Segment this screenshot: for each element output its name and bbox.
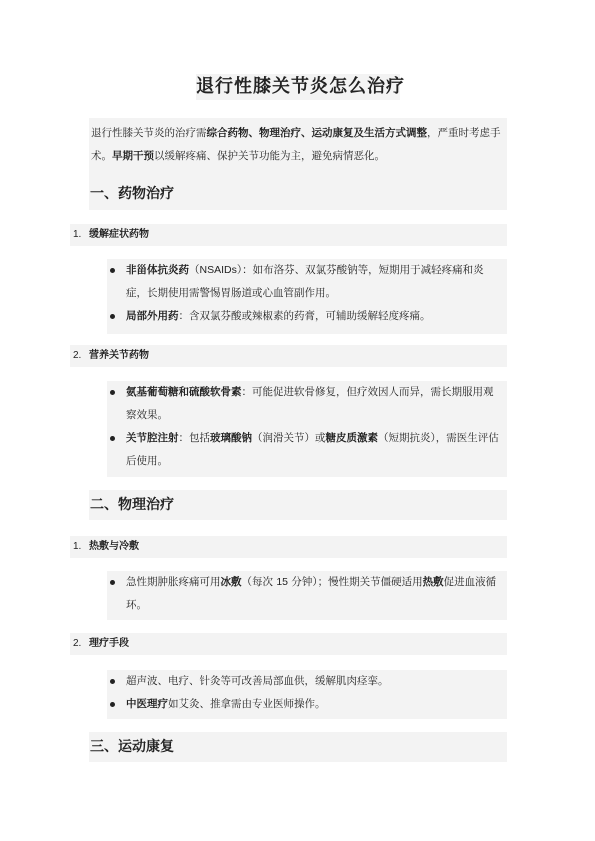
bullet-text: 如艾灸、推拿需由专业医师操作。	[168, 698, 326, 710]
bullet-dot	[110, 580, 115, 585]
bullet-bold: 中医理疗	[126, 698, 168, 710]
bullet-text: （每次	[241, 576, 277, 588]
bullet-text: ：含双氯芬酸或辣椒素的药膏，可辅助缓解轻度疼痛。	[178, 310, 431, 322]
list-number: 1.	[73, 229, 82, 240]
bullet-number: 15	[276, 576, 289, 588]
bullet-text: 急性期肿胀疼痛可用	[126, 576, 221, 588]
list-item-therapy-methods	[70, 633, 507, 655]
intro-text-end: ，严重时考虑手术。	[91, 127, 501, 162]
bullet-bold: 局部外用药	[126, 310, 179, 322]
intro-text: 退行性膝关节炎的治疗需	[91, 127, 207, 139]
list-label: 缓解症状药物	[89, 229, 149, 240]
list-number: 1.	[73, 541, 82, 552]
list-label: 热敷与冷敷	[89, 541, 139, 552]
bullet-dot	[110, 390, 115, 395]
bullet-bold: 玻璃酸钠	[210, 432, 252, 444]
bullet-text: 促进血液循环。	[126, 576, 497, 611]
list-label: 营养关节药物	[89, 350, 149, 361]
list-item-joint-nutrition	[70, 345, 507, 367]
bullet-item	[107, 305, 507, 328]
bullet-bold: 热敷	[422, 576, 444, 588]
section-heading-medication: 一、药物治疗	[89, 179, 507, 209]
bullet-bold: 非甾体抗炎药	[126, 264, 189, 276]
bullet-bold: 氨基葡萄糖和硫酸软骨素	[126, 386, 242, 398]
bullet-list-therapy-methods	[107, 670, 507, 719]
bullet-item	[107, 693, 507, 716]
bullet-list-heat-cold	[107, 571, 507, 620]
bullet-dot	[110, 314, 115, 319]
intro-text-2: 以缓解疼痛、保护关节功能为主，避免病情恶化。	[154, 150, 385, 162]
bullet-item	[107, 571, 507, 617]
list-label: 理疗手段	[89, 638, 129, 649]
list-item-heat-cold	[70, 536, 507, 558]
section-heading-physical-therapy: 二、物理治疗	[89, 490, 507, 520]
bullet-text: ：可能促进软骨修复，但疗效因人而异，需长期服用观察效果。	[126, 386, 494, 421]
bullet-bold: 关节腔注射	[126, 432, 179, 444]
bullet-paren: （NSAIDs）	[189, 264, 243, 276]
bullet-text: ：包括	[178, 432, 210, 444]
list-number: 2.	[73, 638, 82, 649]
list-item-symptom-relief	[70, 224, 507, 246]
bullet-dot	[110, 702, 115, 707]
bullet-text: 分钟）；慢性期关节僵硬适用	[288, 576, 423, 588]
bullet-text: （短期抗炎），需医生评估后使用。	[126, 432, 499, 467]
bullet-dot	[110, 679, 115, 684]
bullet-item	[107, 427, 507, 473]
page-title: 退行性膝关节炎怎么治疗	[196, 74, 400, 100]
intro-bold-2: 早期干预	[112, 150, 154, 162]
bullet-item	[107, 381, 507, 427]
list-number: 2.	[73, 350, 82, 361]
section-heading-exercise-rehab: 三、运动康复	[89, 732, 507, 762]
bullet-bold: 糖皮质激素	[325, 432, 378, 444]
bullet-dot	[110, 268, 115, 273]
bullet-text: （润滑关节）或	[252, 432, 326, 444]
intro-bold: 综合药物、物理治疗、运动康复及生活方式调整	[206, 127, 427, 139]
bullet-item	[107, 670, 507, 693]
bullet-text: 超声波、电疗、针灸等可改善局部血供，缓解肌肉痉挛。	[126, 675, 389, 687]
bullet-bold: 冰敷	[220, 576, 242, 588]
bullet-list-joint-nutrition	[107, 381, 507, 477]
bullet-item	[107, 259, 507, 305]
bullet-dot	[110, 436, 115, 441]
bullet-list-symptom-relief	[107, 259, 507, 334]
bullet-text: ：如布洛芬、双氯芬酸钠等，短期用于减轻疼痛和炎症，长期使用需警惕胃肠道或心血管副作用。	[126, 264, 484, 299]
